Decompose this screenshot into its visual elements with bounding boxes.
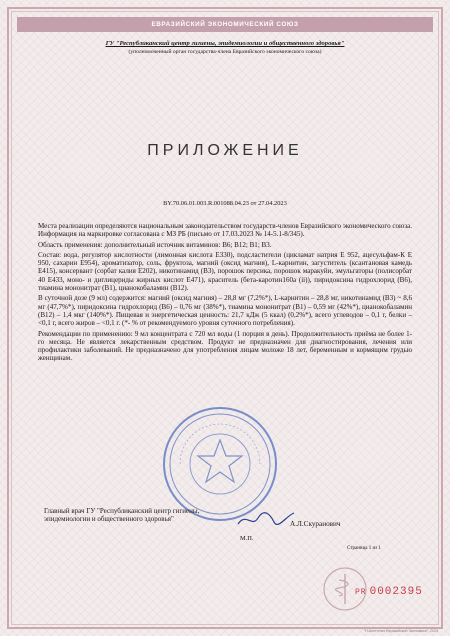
- serial-digits: 0002395: [369, 586, 423, 598]
- paragraph: Рекомендации по применению: 9 мл концентрата с 720 мл воды (1 порция в день). Продолжительность приёма не более 1-го месяца. Не является лекарственным средством. Продукт не предназначен для диагностирования, лечения или профилактики заболеваний. Не предназначено для употребления лицам моложе 18 лет, беременным и кормящим грудью женщинам.: [38, 329, 412, 363]
- organization-subtitle: (уполномоченный орган государства-члена Евразийского экономического союза): [128, 49, 322, 55]
- serial-number: [355, 586, 423, 598]
- paragraph: Места реализации определяются национальным законодательством государств-членов Евразийского экономического союза. Информация на маркировке согласована с МЗ РБ (письмо от 17.03.2023 № 14-5.1-8/345).: [38, 222, 412, 239]
- organization-name: ГУ "Республиканский центр гигиены, эпидемиологии и общественного здоровья": [105, 40, 345, 47]
- signature-position: Главный врач ГУ "Республиканский центр гигиены, эпидемиологии и общественного здоровья": [44, 507, 200, 524]
- stamp-label: М.П.: [240, 535, 254, 542]
- registration-number: BY.70.06.01.003.R.001088.04.23 от 27.04.2023: [163, 200, 287, 207]
- page-title: ПРИЛОЖЕНИЕ: [147, 142, 303, 159]
- union-banner: ЕВРАЗИЙСКИЙ ЭКОНОМИЧЕСКИЙ СОЮЗ: [17, 17, 433, 32]
- round-stamp-icon: [160, 404, 280, 524]
- page-info: Страница 1 из 1: [347, 546, 381, 551]
- signer-name: А.Л.Скуранович: [290, 520, 341, 528]
- handwritten-signature-icon: [236, 510, 296, 528]
- document-body: [38, 222, 412, 365]
- footer-note: "Н.Агентство Евразийской Экономики", 2023: [363, 629, 438, 633]
- organization-block: [20, 40, 430, 55]
- paragraph: Состав: вода, регулятор кислотности (лимонная кислота Е330), подсластители (цикламат натрия Е 952, ацесульфам-К Е 950, сахарин Е954), ароматизатор, соль, фруктоза, магний (оксид магния), L-карнитин, загуститель (ксантановая камедь Е415), консервант (сорбат калия Е202), никотинамид (В3), порошок персика, порошок маракуйи, эмульгаторы (полисорбат 40 Е433, моно- и диглицериды жирных кислот Е471), краситель (бета-каротин160а (ii)), пиридоксина гидрохлорид (В6), тиамина мононитрат (В1), цианокобаламин (В12).: [38, 250, 412, 293]
- paragraph: В суточной дозе (9 мл) содержится: магний (оксид магния) – 28,8 мг (7,2%*), L-карнитин – 28,8 мг, никотинамид (В3) ~ 8,6 мг (47,7%*), пиридоксина гидрохлорид (В6) – 0,76 мг (38%*), тиамина мононитрат (В1) – 0,59 мг (42%*), цианокобаламин (В12) – 1,4 мкг (140%*). Пищевая и энергетическая ценность: 21,7 кДж (5 ккал) (0,2%*), всего углеводов – 0,1 г, белки – <0,1 г, всего жиров – <0,1 г. (*- % от рекомендуемого уровня суточного потребления).: [38, 294, 412, 328]
- paragraph: Область применения: дополнительный источник витаминов: В6; В12; В1; В3.: [38, 240, 272, 249]
- serial-prefix: PR: [355, 588, 367, 597]
